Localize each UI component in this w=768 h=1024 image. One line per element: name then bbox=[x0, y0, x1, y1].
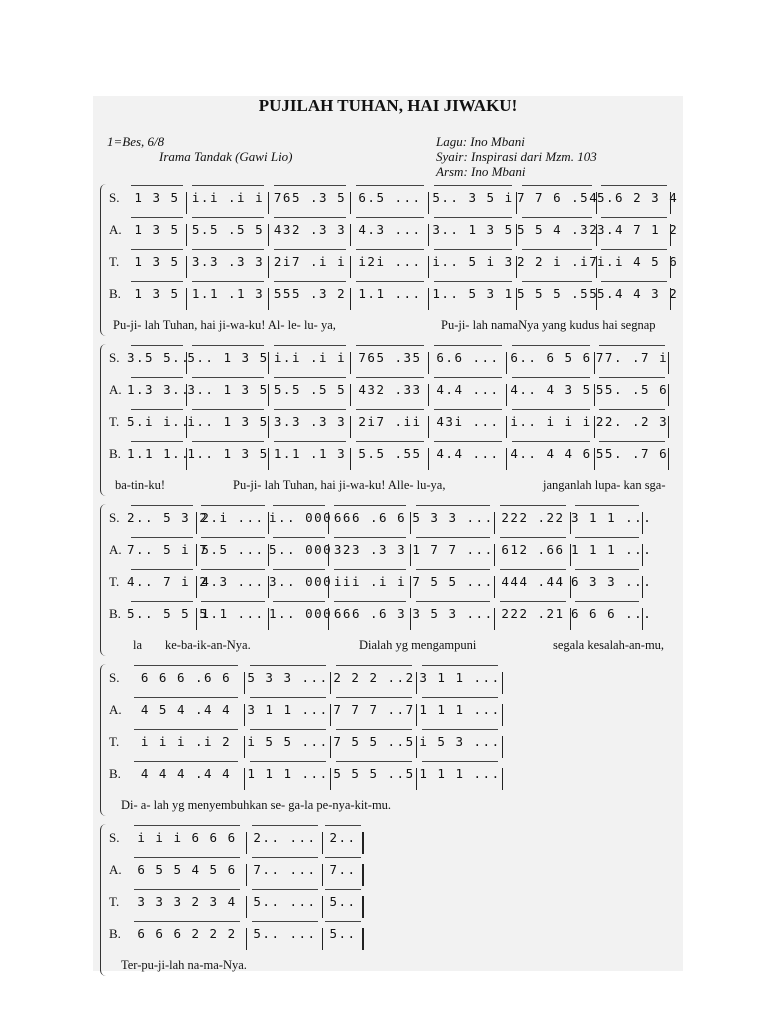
voice-label: B. bbox=[109, 446, 121, 461]
voice-label: S. bbox=[109, 350, 120, 365]
measure-notes: 7.. bbox=[323, 862, 363, 880]
measure-notes: 5.. 1 3 5 bbox=[187, 350, 269, 368]
barline bbox=[670, 224, 671, 246]
voice-row bbox=[109, 412, 669, 432]
system-brace bbox=[100, 184, 109, 336]
measure-notes: 3.. 1 3 5 bbox=[429, 222, 517, 240]
barline bbox=[668, 384, 669, 406]
barline bbox=[502, 672, 503, 694]
lyrics-line: Dialah yg mengampuni bbox=[359, 638, 477, 652]
measure-notes: 6.6 ... bbox=[429, 350, 507, 368]
voice-label: A. bbox=[109, 382, 122, 397]
barline bbox=[362, 928, 364, 950]
barline bbox=[670, 256, 671, 278]
voice-row bbox=[109, 380, 669, 400]
voice-label: T. bbox=[109, 254, 120, 269]
measure-notes: 55. .5 6 bbox=[595, 382, 669, 400]
measure-notes: i 5 3 ... bbox=[417, 734, 503, 752]
measure-notes: 3.3 .3 3 bbox=[187, 254, 269, 272]
voice-row bbox=[109, 732, 503, 752]
voice-label: S. bbox=[109, 510, 120, 525]
voice-row bbox=[109, 284, 679, 304]
measure-notes: 4 5 4 .4 4 bbox=[127, 702, 245, 720]
barline bbox=[668, 352, 669, 374]
voice-label: A. bbox=[109, 542, 122, 557]
measure-notes: 1 3 5 bbox=[127, 286, 187, 304]
measure-notes: 4.4 ... bbox=[429, 446, 507, 464]
voice-row bbox=[109, 348, 669, 368]
voice-row bbox=[109, 220, 679, 240]
measure-notes: 1.1 .1 3 bbox=[187, 286, 269, 304]
measure-notes: 5 5 5 .55 bbox=[517, 286, 597, 304]
measure-notes: i.i 4 5 6 bbox=[597, 254, 671, 272]
measure-notes: 5 3 3 ... bbox=[411, 510, 495, 528]
measure-notes: 1 3 5 bbox=[127, 190, 187, 208]
measure-notes: 5.6 2 3 4 bbox=[597, 190, 671, 208]
measure-notes: 6 5 5 4 5 6 bbox=[127, 862, 247, 880]
measure-notes: 7 7 6 .54 bbox=[517, 190, 597, 208]
measure-notes: 1.1 1.. bbox=[127, 446, 187, 464]
measure-notes: 2i7 .ii bbox=[351, 414, 429, 432]
lyrics-line: Pu-ji- lah Tuhan, hai ji-wa-ku! Alle- lu-ya, bbox=[233, 478, 446, 492]
measure-notes: 3.. 1 3 5 bbox=[187, 382, 269, 400]
measure-notes: 5.. 000 bbox=[269, 542, 329, 560]
measure-notes: 1 1 1 ... bbox=[417, 702, 503, 720]
measure-notes: 2i7 .i i bbox=[269, 254, 351, 272]
measure-notes: 77. .7 i bbox=[595, 350, 669, 368]
measure-notes: 5.5 .5 5 bbox=[187, 222, 269, 240]
song-title: PUJILAH TUHAN, HAI JIWAKU! bbox=[258, 96, 518, 115]
barline bbox=[642, 512, 643, 534]
voice-row bbox=[109, 700, 503, 720]
measure-notes: 1 3 5 bbox=[127, 254, 187, 272]
measure-notes: 43i ... bbox=[429, 414, 507, 432]
measure-notes: 222 .22 bbox=[495, 510, 571, 528]
measure-notes: 7.. ... bbox=[247, 862, 323, 880]
measure-notes: 4.. 4 4 6 bbox=[507, 446, 595, 464]
measure-notes: 5.. ... bbox=[247, 894, 323, 912]
measure-notes: 5 3 3 ... bbox=[245, 670, 331, 688]
measure-notes: 432 .33 bbox=[351, 382, 429, 400]
key-signature: 1=Bes, 6/8 bbox=[107, 134, 165, 149]
barline bbox=[642, 608, 643, 630]
voice-row bbox=[109, 764, 503, 784]
measure-notes: 7 7 7 ..7 bbox=[331, 702, 417, 720]
measure-notes: 3.. 000 bbox=[269, 574, 329, 592]
barline bbox=[362, 832, 364, 854]
score-sheet bbox=[93, 96, 683, 971]
lyrics-line: ba-tin-ku! bbox=[115, 478, 165, 492]
barline bbox=[642, 544, 643, 566]
measure-notes: i i i .i 2 bbox=[127, 734, 245, 752]
measure-notes: 2.. ... bbox=[247, 830, 323, 848]
voice-label: A. bbox=[109, 222, 122, 237]
measure-notes: iii .i i bbox=[329, 574, 411, 592]
barline bbox=[670, 192, 671, 214]
system-brace bbox=[100, 344, 109, 496]
barline bbox=[670, 288, 671, 310]
measure-notes: 5.5 ... bbox=[197, 542, 269, 560]
measure-notes: 5.. 5 5 5 bbox=[127, 606, 197, 624]
measure-notes: 666 .6 6 bbox=[329, 510, 411, 528]
credit-arranger: Arsm: Ino Mbani bbox=[436, 164, 526, 179]
barline bbox=[502, 704, 503, 726]
barline bbox=[502, 736, 503, 758]
voice-label: B. bbox=[109, 766, 121, 781]
measure-notes: 5.4 4 3 2 bbox=[597, 286, 671, 304]
rhythm-label: Irama Tandak (Gawi Lio) bbox=[159, 149, 293, 164]
measure-notes: 1 1 1 ... bbox=[417, 766, 503, 784]
measure-notes: 5.i i.. bbox=[127, 414, 187, 432]
measure-notes: 6 3 3 ... bbox=[571, 574, 643, 592]
measure-notes: 612 .66 bbox=[495, 542, 571, 560]
measure-notes: 2.. bbox=[323, 830, 363, 848]
measure-notes: 55. .7 6 bbox=[595, 446, 669, 464]
measure-notes: 5.. ... bbox=[247, 926, 323, 944]
voice-label: S. bbox=[109, 830, 120, 845]
voice-label: S. bbox=[109, 190, 120, 205]
voice-label: T. bbox=[109, 574, 120, 589]
measure-notes: 1.1 .1 3 bbox=[269, 446, 351, 464]
measure-notes: 5 5 5 ..5 bbox=[331, 766, 417, 784]
lyrics-line: Ter-pu-ji-lah na-ma-Nya. bbox=[121, 958, 247, 972]
measure-notes: 1.1 ... bbox=[351, 286, 429, 304]
lyrics-line: janganlah lupa- kan sga- bbox=[543, 478, 666, 492]
system-brace bbox=[100, 504, 109, 656]
voice-row bbox=[109, 444, 669, 464]
measure-notes: 323 .3 3 bbox=[329, 542, 411, 560]
measure-notes: 6 6 6 ... bbox=[571, 606, 643, 624]
barline bbox=[668, 448, 669, 470]
measure-notes: 555 .3 2 bbox=[269, 286, 351, 304]
measure-notes: 4 4 4 .4 4 bbox=[127, 766, 245, 784]
measure-notes: 1.. 000 bbox=[269, 606, 329, 624]
system-brace bbox=[100, 664, 109, 816]
measure-notes: 1 1 1 ... bbox=[571, 542, 643, 560]
measure-notes: i.. 5 i 3 bbox=[429, 254, 517, 272]
measure-notes: 4.3 ... bbox=[197, 574, 269, 592]
credit-lyrics: Syair: Inspirasi dari Mzm. 103 bbox=[436, 149, 597, 164]
measure-notes: 5.. bbox=[323, 926, 363, 944]
measure-notes: 4.. 7 i 2 bbox=[127, 574, 197, 592]
measure-notes: 1.. 1 3 5 bbox=[187, 446, 269, 464]
measure-notes: 1.1 ... bbox=[197, 606, 269, 624]
measure-notes: 4.4 ... bbox=[429, 382, 507, 400]
voice-row bbox=[109, 252, 679, 272]
voice-row bbox=[109, 572, 653, 592]
measure-notes: i.i .i i bbox=[187, 190, 269, 208]
voice-row bbox=[109, 924, 363, 944]
measure-notes: 7 5 5 ... bbox=[411, 574, 495, 592]
voice-row bbox=[109, 508, 653, 528]
measure-notes: 3.4 7 1 2 bbox=[597, 222, 671, 240]
measure-notes: 2 2 i .i7 bbox=[517, 254, 597, 272]
measure-notes: i2i ... bbox=[351, 254, 429, 272]
measure-notes: 765 .3 5 bbox=[269, 190, 351, 208]
measure-notes: 6.. 6 5 6 bbox=[507, 350, 595, 368]
measure-notes: 2 2 2 ..2 bbox=[331, 670, 417, 688]
voice-label: T. bbox=[109, 894, 120, 909]
measure-notes: 2.i ... bbox=[197, 510, 269, 528]
voice-label: B. bbox=[109, 286, 121, 301]
voice-label: B. bbox=[109, 606, 121, 621]
measure-notes: 765 .35 bbox=[351, 350, 429, 368]
measure-notes: 4.. 4 3 5 bbox=[507, 382, 595, 400]
measure-notes: 7.. 5 i 7 bbox=[127, 542, 197, 560]
credit-composer: Lagu: Ino Mbani bbox=[436, 134, 525, 149]
lyrics-line: la bbox=[133, 638, 143, 652]
lyrics-line: ke-ba-ik-an-Nya. bbox=[165, 638, 251, 652]
lyrics-line: Pu-ji- lah Tuhan, hai ji-wa-ku! Al- le- lu- ya, bbox=[113, 318, 336, 332]
measure-notes: 432 .3 3 bbox=[269, 222, 351, 240]
voice-row bbox=[109, 604, 653, 624]
voice-row bbox=[109, 668, 503, 688]
lyrics-line: Di- a- lah yg menyembuhkan se- ga-la pe-nya-kit-mu. bbox=[121, 798, 392, 812]
measure-notes: 444 .44 bbox=[495, 574, 571, 592]
barline bbox=[362, 864, 364, 886]
measure-notes: 6 6 6 .6 6 bbox=[127, 670, 245, 688]
voice-label: T. bbox=[109, 734, 120, 749]
measure-notes: 5.5 .5 5 bbox=[269, 382, 351, 400]
voice-row bbox=[109, 188, 679, 208]
barline bbox=[668, 416, 669, 438]
measure-notes: 3 1 1 ... bbox=[417, 670, 503, 688]
measure-notes: 5 5 4 .32 bbox=[517, 222, 597, 240]
measure-notes: 3 1 1 ... bbox=[245, 702, 331, 720]
measure-notes: 3.3 .3 3 bbox=[269, 414, 351, 432]
measure-notes: 4.3 ... bbox=[351, 222, 429, 240]
measure-notes: 1.. 5 3 1 bbox=[429, 286, 517, 304]
barline bbox=[502, 768, 503, 790]
measure-notes: 1 1 1 ... bbox=[245, 766, 331, 784]
measure-notes: i i i 6 6 6 bbox=[127, 830, 247, 848]
measure-notes: i.. 1 3 5 bbox=[187, 414, 269, 432]
measure-notes: 1 7 7 ... bbox=[411, 542, 495, 560]
measure-notes: i.. i i i bbox=[507, 414, 595, 432]
lyrics-line: segala kesalah-an-mu, bbox=[553, 638, 665, 652]
voice-label: T. bbox=[109, 414, 120, 429]
measure-notes: 6 6 6 2 2 2 bbox=[127, 926, 247, 944]
measure-notes: 3 1 1 ... bbox=[571, 510, 643, 528]
measure-notes: i.i .i i bbox=[269, 350, 351, 368]
barline bbox=[362, 896, 364, 918]
system-brace bbox=[100, 824, 109, 976]
voice-label: B. bbox=[109, 926, 121, 941]
measure-notes: 3 3 3 2 3 4 bbox=[127, 894, 247, 912]
measure-notes: i.. 000 bbox=[269, 510, 329, 528]
measure-notes: 6.5 ... bbox=[351, 190, 429, 208]
voice-row bbox=[109, 860, 363, 880]
measure-notes: 7 5 5 ..5 bbox=[331, 734, 417, 752]
measure-notes: 3.5 5.. bbox=[127, 350, 187, 368]
measure-notes: 1 3 5 bbox=[127, 222, 187, 240]
voice-label: A. bbox=[109, 862, 122, 877]
measure-notes: 5.. 3 5 i bbox=[429, 190, 517, 208]
voice-label: A. bbox=[109, 702, 122, 717]
measure-notes: 1.3 3.. bbox=[127, 382, 187, 400]
measure-notes: 2.. 5 3 2 bbox=[127, 510, 197, 528]
voice-row bbox=[109, 540, 653, 560]
measure-notes: 666 .6 3 bbox=[329, 606, 411, 624]
lyrics-line: Pu-ji- lah namaNya yang kudus hai segnap bbox=[441, 318, 656, 332]
voice-label: S. bbox=[109, 670, 120, 685]
measure-notes: 5.. bbox=[323, 894, 363, 912]
voice-row bbox=[109, 828, 363, 848]
measure-notes: i 5 5 ... bbox=[245, 734, 331, 752]
barline bbox=[642, 576, 643, 598]
voice-row bbox=[109, 892, 363, 912]
measure-notes: 22. .2 3 bbox=[595, 414, 669, 432]
measure-notes: 3 5 3 ... bbox=[411, 606, 495, 624]
measure-notes: 5.5 .55 bbox=[351, 446, 429, 464]
measure-notes: 222 .21 bbox=[495, 606, 571, 624]
